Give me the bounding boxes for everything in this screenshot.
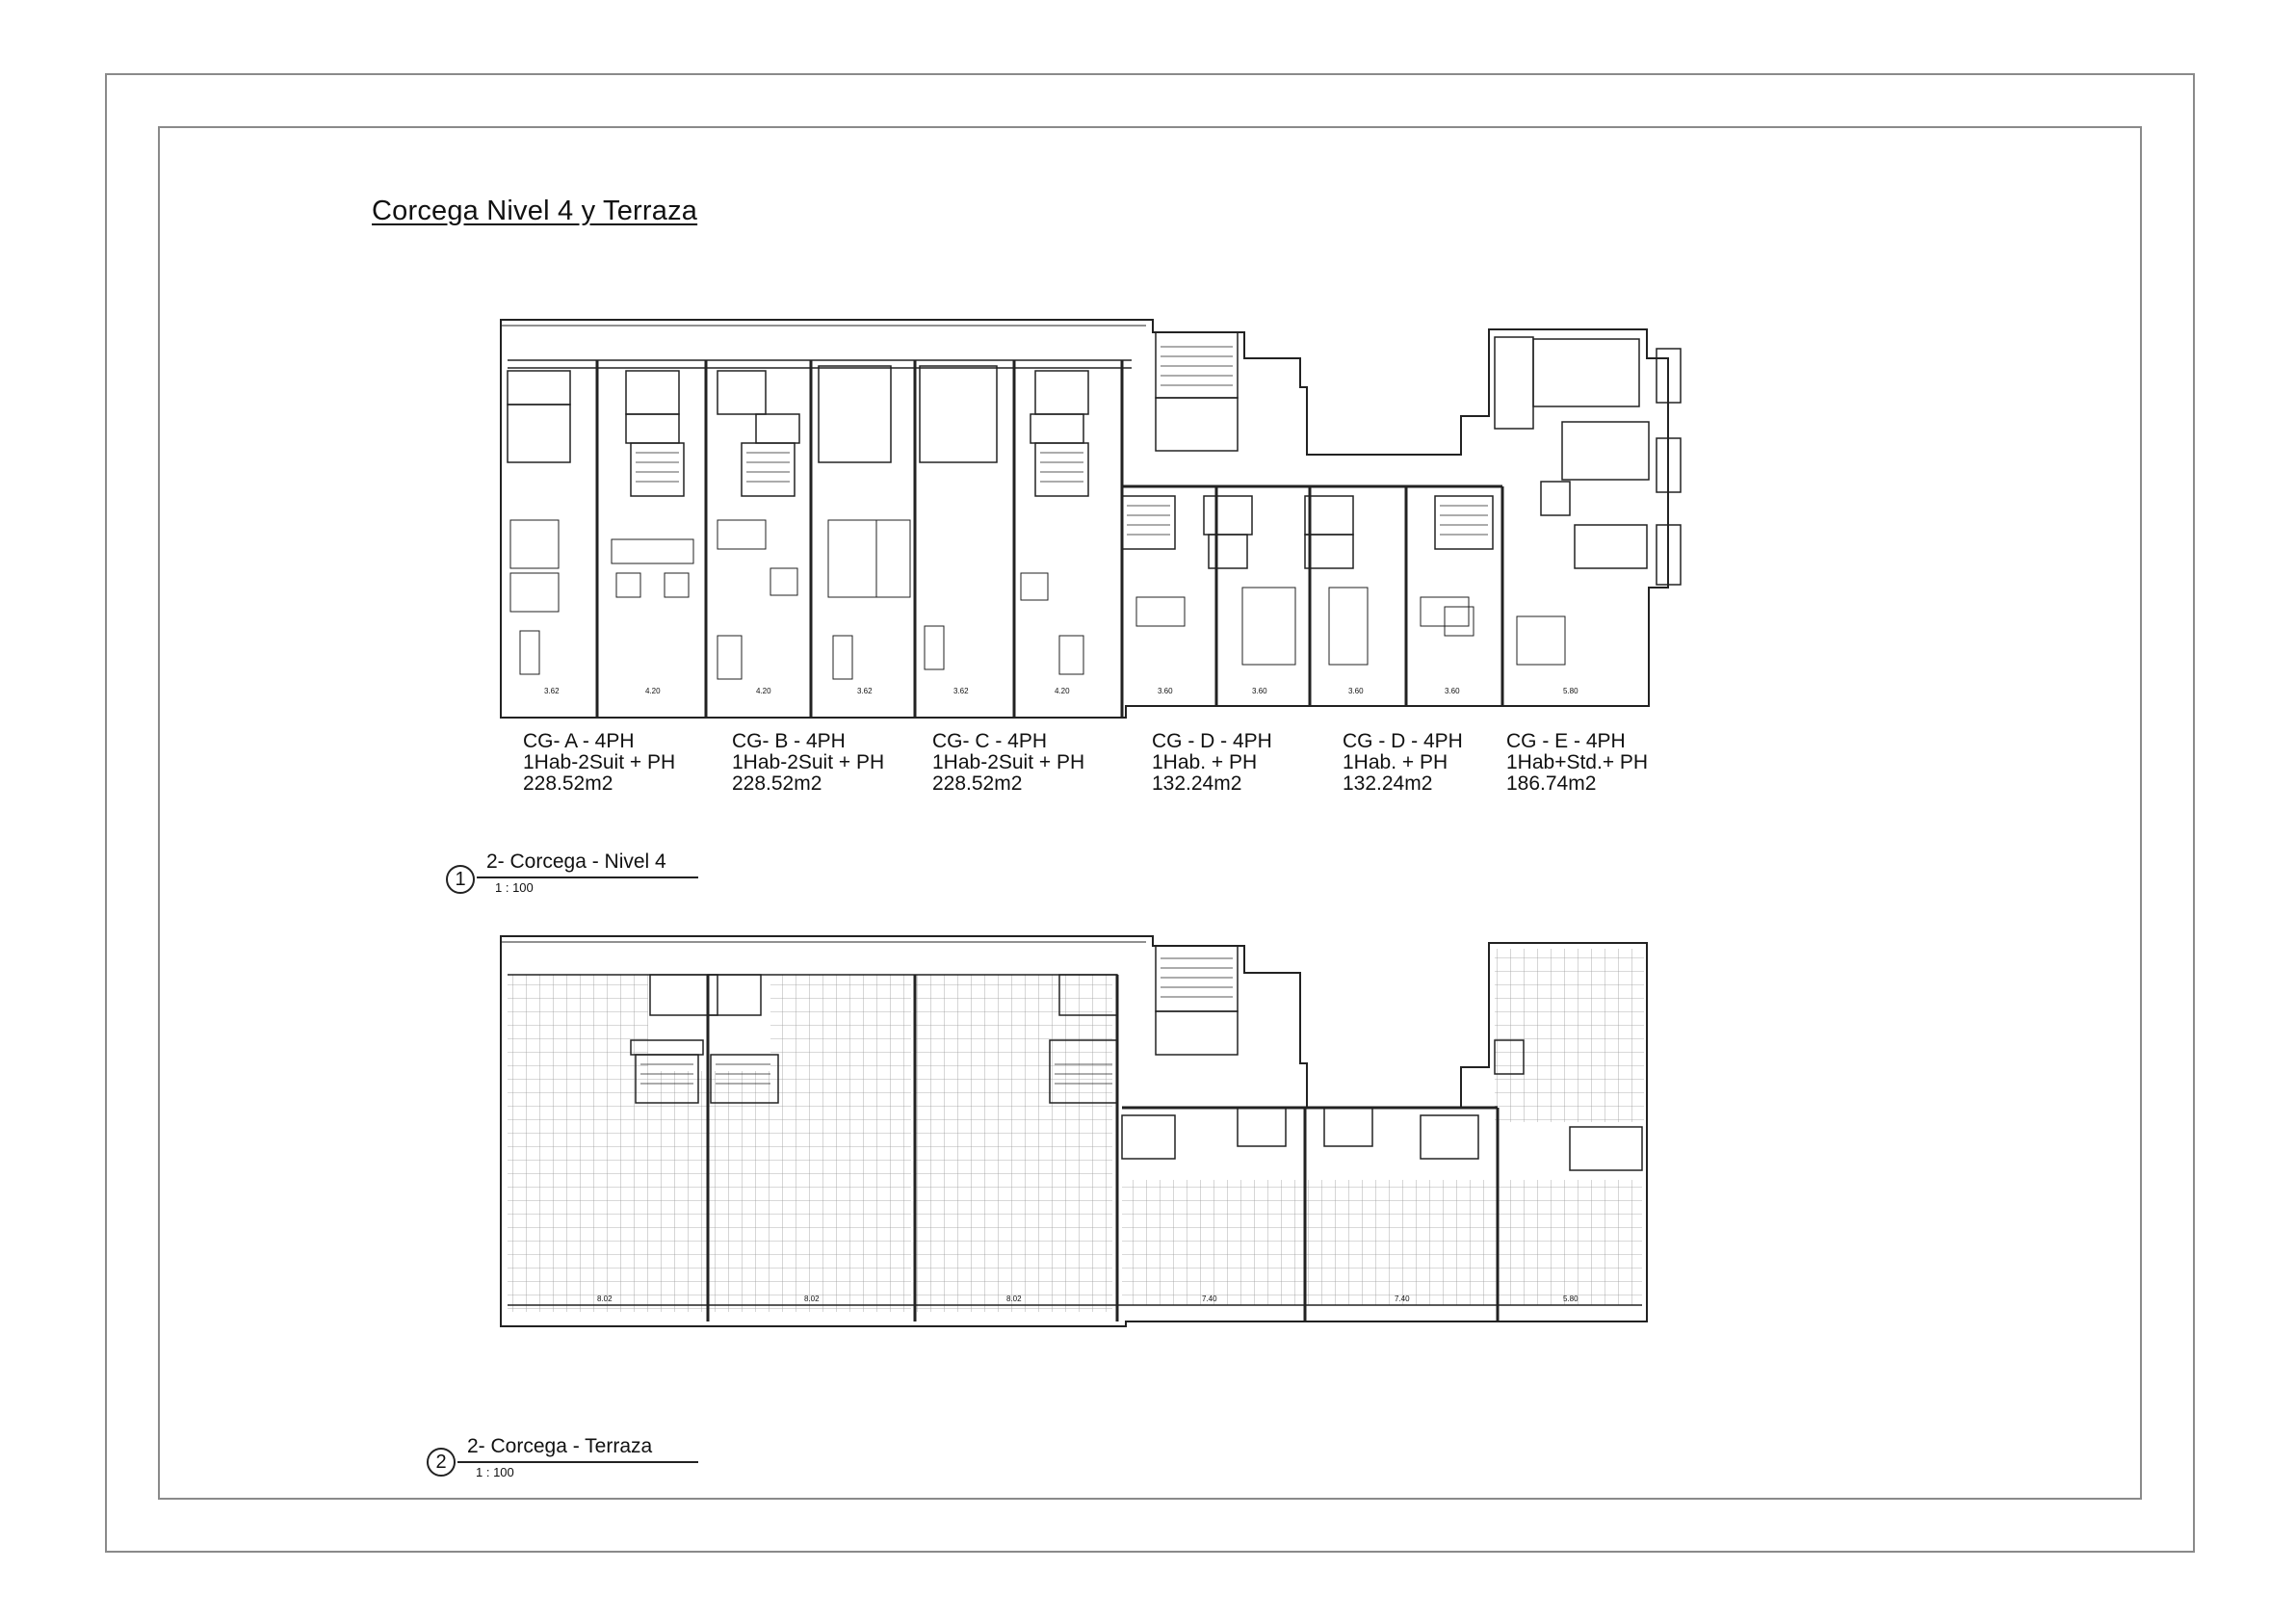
unit-label-c: [932, 731, 1084, 795]
dim-n4-6: 4.20: [1055, 687, 1070, 695]
unit-type: 1Hab. + PH: [1152, 751, 1258, 773]
dim-n4-10: 3.60: [1445, 687, 1460, 695]
unit-label-d1: [1152, 731, 1272, 795]
unit-label-d2: [1343, 731, 1463, 795]
dim-n4-3: 4.20: [756, 687, 771, 695]
unit-area: 132.24m2: [1152, 772, 1242, 795]
nivel-4-plan: [501, 320, 1681, 718]
unit-code: CG - D - 4PH: [1343, 730, 1463, 752]
view-scale: 1 : 100: [495, 880, 534, 895]
view-title: 2- Corcega - Terraza: [467, 1435, 653, 1457]
dim-n4-2: 4.20: [645, 687, 661, 695]
dim-n4-7: 3.60: [1158, 687, 1173, 695]
unit-label-b: [732, 731, 884, 795]
sheet-title: Corcega Nivel 4 y Terraza: [372, 196, 698, 226]
unit-label-e: [1506, 731, 1648, 795]
unit-code: CG- B - 4PH: [732, 730, 846, 752]
unit-area: 186.74m2: [1506, 772, 1597, 795]
unit-code: CG - E - 4PH: [1506, 730, 1626, 752]
dim-t-4: 7.40: [1202, 1295, 1217, 1303]
unit-type: 1Hab-2Suit + PH: [523, 751, 676, 773]
dim-n4-11: 5.80: [1563, 687, 1578, 695]
unit-area: 228.52m2: [932, 772, 1023, 795]
view-title: 2- Corcega - Nivel 4: [486, 850, 666, 873]
unit-type: 1Hab+Std.+ PH: [1506, 751, 1649, 773]
terraza-plan: [501, 936, 1647, 1326]
unit-code: CG - D - 4PH: [1152, 730, 1272, 752]
dim-t-1: 8.02: [597, 1295, 613, 1303]
view-number: 2: [427, 1448, 456, 1477]
dim-t-3: 8.02: [1006, 1295, 1022, 1303]
unit-area: 132.24m2: [1343, 772, 1433, 795]
view-underline: [457, 1461, 698, 1463]
unit-type: 1Hab. + PH: [1343, 751, 1448, 773]
dim-t-5: 7.40: [1395, 1295, 1410, 1303]
unit-type: 1Hab-2Suit + PH: [732, 751, 885, 773]
unit-label-a: [523, 731, 675, 795]
dim-n4-5: 3.62: [953, 687, 969, 695]
dim-t-2: 8.02: [804, 1295, 820, 1303]
unit-area: 228.52m2: [523, 772, 613, 795]
dim-n4-1: 3.62: [544, 687, 560, 695]
view-number: 1: [446, 865, 475, 894]
dim-n4-4: 3.62: [857, 687, 873, 695]
view-underline: [477, 876, 698, 878]
dim-n4-8: 3.60: [1252, 687, 1267, 695]
unit-code: CG- C - 4PH: [932, 730, 1048, 752]
dim-t-6: 5.80: [1563, 1295, 1578, 1303]
unit-code: CG- A - 4PH: [523, 730, 635, 752]
dim-n4-9: 3.60: [1348, 687, 1364, 695]
unit-type: 1Hab-2Suit + PH: [932, 751, 1085, 773]
unit-area: 228.52m2: [732, 772, 822, 795]
view-scale: 1 : 100: [476, 1465, 514, 1479]
